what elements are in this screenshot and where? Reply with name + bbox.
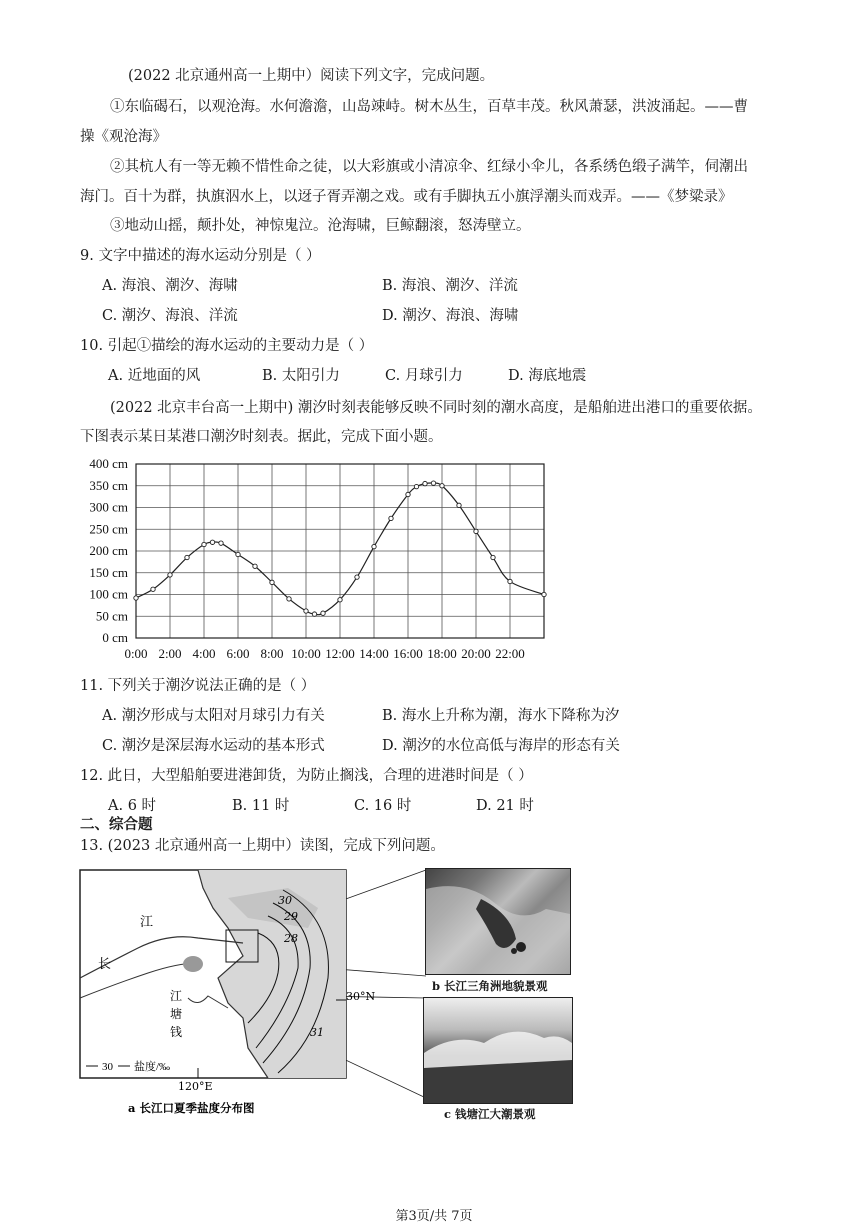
question-11-stem: 11. 下列关于潮汐说法正确的是（ ） <box>80 678 316 694</box>
x-tick-label: 0:00 <box>124 646 148 661</box>
x-tick-label: 16:00 <box>393 646 423 661</box>
q10-option-b[interactable]: B. 太阳引力 <box>262 368 340 384</box>
page-footer: 第3页/共 7页 <box>395 1209 473 1224</box>
y-tick-label: 50 cm <box>95 608 128 624</box>
latitude-label: 30°N <box>346 990 376 1003</box>
x-tick-label: 4:00 <box>192 646 216 661</box>
y-tick-label: 150 cm <box>89 564 128 580</box>
poem-line-1b: 操《观沧海》 <box>80 129 167 145</box>
y-tick-label: 300 cm <box>89 499 128 515</box>
tide-data-point <box>168 573 172 577</box>
tide-data-point <box>185 555 189 559</box>
q12-option-a[interactable]: A. 6 时 <box>108 798 157 814</box>
isohaline-label-31: 31 <box>310 1026 324 1039</box>
tide-data-point <box>355 575 359 579</box>
q12-option-c[interactable]: C. 16 时 <box>354 798 412 814</box>
tide-data-point <box>406 492 410 496</box>
tide-data-point <box>210 540 214 544</box>
x-tick-label: 14:00 <box>359 646 389 661</box>
q11-option-c[interactable]: C. 潮汐是深层海水运动的基本形式 <box>102 738 325 754</box>
q12-option-b[interactable]: B. 11 时 <box>232 798 290 814</box>
tide-data-point <box>338 598 342 602</box>
tide-data-point <box>134 596 138 600</box>
tide-data-point <box>491 555 495 559</box>
q12-option-d[interactable]: D. 21 时 <box>476 798 534 814</box>
x-tick-label: 18:00 <box>427 646 457 661</box>
tide-data-point <box>414 484 418 488</box>
intro2-line-a: (2022 北京丰台高一上期中) 潮汐时刻表能够反映不同时刻的潮水高度，是船舶进出港口的重要依据。 <box>110 400 762 416</box>
photo-c-caption: c 钱塘江大潮景观 <box>444 1107 536 1121</box>
q9-option-c[interactable]: C. 潮汐、海浪、洋流 <box>102 308 238 324</box>
tide-data-point <box>270 580 274 584</box>
q11-option-b[interactable]: B. 海水上升称为潮，海水下降称为汐 <box>382 708 620 724</box>
tide-chart <box>80 456 550 666</box>
qiantang-tide-photo <box>423 997 573 1104</box>
tide-data-point <box>457 503 461 507</box>
q9-option-d[interactable]: D. 潮汐、海浪、海啸 <box>382 308 519 324</box>
photo-b-caption: b 长江三角洲地貌景观 <box>432 979 548 993</box>
y-tick-labels <box>89 456 128 645</box>
tide-data-point <box>151 587 155 591</box>
tide-data-point <box>304 609 308 613</box>
question-10-stem: 10. 引起①描绘的海水运动的主要动力是（ ） <box>80 338 374 354</box>
x-tick-label: 10:00 <box>291 646 321 661</box>
isohaline-label-29: 29 <box>284 910 298 923</box>
map-label-qian: 钱 <box>170 1025 183 1039</box>
x-tick-label: 20:00 <box>461 646 491 661</box>
passage-line-3: ③地动山摇，颠扑处，神惊鬼泣。沧海啸，巨鲸翻滚，怒涛壁立。 <box>110 218 531 234</box>
isohaline-label-30: 30 <box>278 894 292 907</box>
tide-data-point <box>219 541 223 545</box>
x-tick-label: 22:00 <box>495 646 525 661</box>
q11-option-d[interactable]: D. 潮汐的水位高低与海岸的形态有关 <box>382 738 620 754</box>
map-label-jiang: 江 <box>140 915 154 930</box>
y-tick-label: 250 cm <box>89 521 128 537</box>
poem-line-1a: ①东临碣石，以观沧海。水何澹澹，山岛竦峙。树木丛生，百草丰茂。秋风萧瑟，洪波涌起。——曹 <box>110 99 748 115</box>
source-note: (2022 北京通州高一上期中）阅读下列文字，完成问题。 <box>128 68 495 84</box>
map-caption: a 长江口夏季盐度分布图 <box>128 1101 255 1115</box>
q11-option-a[interactable]: A. 潮汐形成与太阳对月球引力有关 <box>102 708 325 724</box>
tide-data-point <box>372 544 376 548</box>
y-tick-label: 0 cm <box>102 630 128 645</box>
chart-grid <box>136 464 544 638</box>
tide-data-point <box>312 612 316 616</box>
x-tick-label: 8:00 <box>260 646 284 661</box>
passage-line-2b: 海门。百十为群，执旗泅水上，以迓子胥弄潮之戏。或有手脚执五小旗浮潮头而戏弄。——《梦粱录》 <box>80 189 733 205</box>
intro2-line-b: 下图表示某日某港口潮汐时刻表。据此，完成下面小题。 <box>80 429 443 445</box>
q10-option-d[interactable]: D. 海底地震 <box>508 368 587 384</box>
map-label-tang: 塘 <box>170 1007 183 1021</box>
tide-data-point <box>236 552 240 556</box>
tide-data-point <box>287 597 291 601</box>
x-tick-label: 6:00 <box>226 646 250 661</box>
tide-data-point <box>474 529 478 533</box>
question-13-stem: 13. (2023 北京通州高一上期中）读图，完成下列问题。 <box>80 838 445 854</box>
longitude-label: 120°E <box>178 1080 213 1093</box>
tide-data-point <box>423 481 427 485</box>
q9-option-b[interactable]: B. 海浪、潮汐、洋流 <box>382 278 518 294</box>
q9-option-a[interactable]: A. 海浪、潮汐、海啸 <box>102 278 238 294</box>
yangtze-delta-photo <box>425 868 571 975</box>
y-tick-label: 100 cm <box>89 586 128 602</box>
lake <box>183 956 203 972</box>
legend-number: 30 <box>102 1061 113 1073</box>
tide-data-point <box>431 481 435 485</box>
section-heading: 二、综合题 <box>80 816 153 833</box>
tide-data-point <box>440 484 444 488</box>
x-tick-labels <box>124 646 524 661</box>
tide-data-point <box>508 579 512 583</box>
map-label-chang: 长 <box>98 957 112 972</box>
passage-line-2a: ②其杭人有一等无赖不惜性命之徒，以大彩旗或小清凉伞、红绿小伞儿，各系绣色缎子满竿，伺潮出 <box>110 159 748 175</box>
tide-data-point <box>253 564 257 568</box>
tide-data-point <box>389 516 393 520</box>
tide-data-point <box>542 592 546 596</box>
question-9-stem: 9. 文字中描述的海水运动分别是（ ） <box>80 248 321 264</box>
tide-data-point <box>321 611 325 615</box>
tide-data-point <box>202 542 206 546</box>
question-12-stem: 12. 此日，大型船舶要进港卸货，为防止搁浅，合理的进港时间是（ ） <box>80 768 533 784</box>
map-label-jiang2: 江 <box>170 989 183 1003</box>
q10-option-c[interactable]: C. 月球引力 <box>385 368 463 384</box>
y-tick-label: 350 cm <box>89 477 128 493</box>
q10-option-a[interactable]: A. 近地面的风 <box>108 368 201 384</box>
y-tick-label: 200 cm <box>89 543 128 558</box>
y-tick-label: 400 cm <box>89 456 128 471</box>
x-tick-label: 12:00 <box>325 646 355 661</box>
isohaline-label-28: 28 <box>284 932 298 945</box>
legend-text: 盐度/‰ <box>134 1061 171 1073</box>
x-tick-label: 2:00 <box>158 646 182 661</box>
